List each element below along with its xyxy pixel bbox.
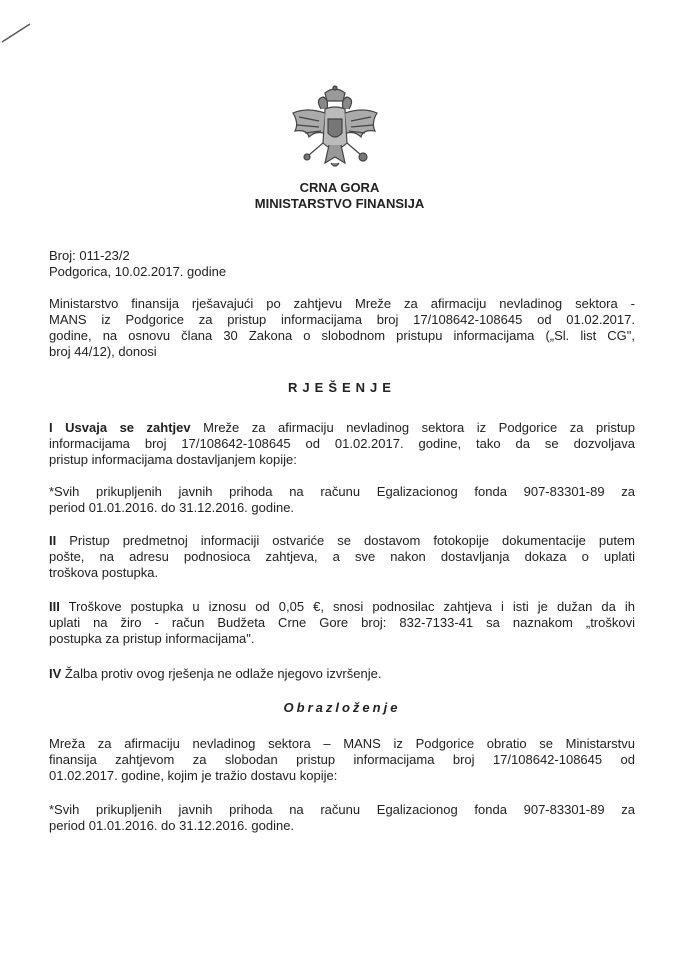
place-date: Podgorica, 10.02.2017. godine xyxy=(49,264,227,279)
section-line: postupka za pristup informacijama". xyxy=(49,631,255,646)
reasoning-line: finansija zahtjevom za slobodan pristup informacijama broj 17/108642-108645 od xyxy=(49,752,635,767)
requested-item-2 xyxy=(49,802,635,834)
section-line: pošte, na adresu podnosioca zahtjeva, a sve nakon dostavljanja dokaza o uplati xyxy=(49,549,635,564)
item-line: *Svih prikupljenih javnih prihoda na računu Egalizacionog fonda 907-83301-89 za xyxy=(49,484,635,499)
section-line: pristup informacijama dostavljanjem kopije: xyxy=(49,452,297,467)
reasoning-line: 01.02.2017. godine, kojim je tražio dostavu kopije: xyxy=(49,768,338,783)
requested-item-1 xyxy=(49,484,635,516)
section-text: Mreže za afirmaciju nevladinog sektora iz Podgorice za pristup xyxy=(190,420,636,435)
reference-block xyxy=(49,248,635,280)
section-text: Troškove postupka u iznosu od 0,05 €, snosi podnosilac zahtjeva i isti je dužan da ih xyxy=(59,599,635,614)
section-line: troškova postupka. xyxy=(49,565,159,580)
section-lead: III xyxy=(49,599,60,614)
decision-section-4 xyxy=(49,666,635,682)
country-heading: CRNA GORA xyxy=(299,180,380,195)
pen-stroke-mark xyxy=(0,18,40,58)
section-line: informacijama broj 17/108642-108645 od 01.02.2017. godine, tako da se dozvoljava xyxy=(49,436,635,451)
decision-section-3 xyxy=(49,599,635,647)
section-text: Žalba protiv ovog rješenja ne odlaže njegovo izvršenje. xyxy=(61,666,382,681)
item-line: period 01.01.2016. do 31.12.2016. godine. xyxy=(49,500,295,515)
decision-title: RJEŠENJE xyxy=(288,380,396,395)
section-line: uplati na žiro - račun Budžeta Crne Gore broj: 832-7133-41 sa naznakom „troškovi xyxy=(49,615,635,630)
reference-number: Broj: 011-23/2 xyxy=(49,248,130,263)
intro-line: godine, na osnovu člana 30 Zakona o slobodnom pristupu informacijama („Sl. list CG", xyxy=(49,328,635,343)
item-line: *Svih prikupljenih javnih prihoda na računu Egalizacionog fonda 907-83301-89 za xyxy=(49,802,635,817)
reasoning-paragraph xyxy=(49,736,635,784)
section-line xyxy=(49,533,635,549)
coat-of-arms-emblem xyxy=(285,83,385,183)
section-lead: II xyxy=(49,533,57,548)
section-lead: I Usvaja se zahtjev xyxy=(49,420,191,435)
intro-paragraph xyxy=(49,296,635,360)
section-line xyxy=(49,599,635,615)
intro-line: MANS iz Podgorice za pristup informacijama broj 17/108642-108645 od 01.02.2017. xyxy=(49,312,635,327)
reasoning-title: Obrazloženje xyxy=(283,700,401,715)
intro-line: Ministarstvo finansija rješavajući po zahtjevu Mreže za afirmaciju nevladinog sektora - xyxy=(49,296,635,311)
section-lead: IV xyxy=(49,666,62,681)
section-line xyxy=(49,666,635,682)
decision-section-2 xyxy=(49,533,635,581)
section-line xyxy=(49,420,635,436)
section-text: Pristup predmetnoj informaciji ostvariće se dostavom fotokopije dokumentacije putem xyxy=(56,533,635,548)
intro-line: broj 44/12), donosi xyxy=(49,344,157,359)
decision-section-1 xyxy=(49,420,635,468)
reasoning-line: Mreža za afirmaciju nevladinog sektora – MANS iz Podgorice obratio se Ministarstvu xyxy=(49,736,635,751)
ministry-heading: MINISTARSTVO FINANSIJA xyxy=(254,196,425,211)
item-line: period 01.01.2016. do 31.12.2016. godine. xyxy=(49,818,295,833)
